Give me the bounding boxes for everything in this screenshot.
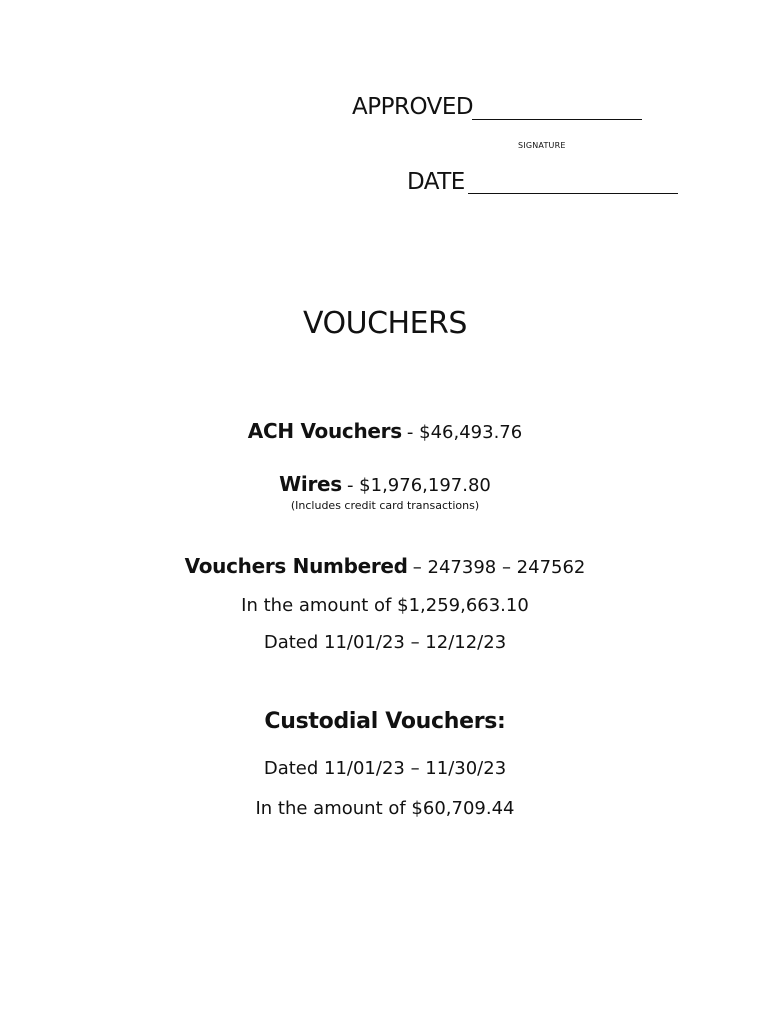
- custodial-dated: Dated 11/01/23 – 11/30/23: [263, 758, 507, 779]
- vouchers-numbered-dated: Dated 11/01/23 – 12/12/23: [263, 632, 507, 653]
- signature-caption: SIGNATURE: [518, 141, 566, 150]
- date-line: [468, 193, 678, 194]
- wires-label: Wires: [279, 472, 342, 496]
- ach-vouchers-line: [0, 419, 770, 443]
- approved-signature-line: [472, 119, 642, 120]
- wires-line: [0, 472, 770, 496]
- ach-vouchers-label: ACH Vouchers: [247, 419, 402, 443]
- wires-amount: - $1,976,197.80: [346, 475, 491, 496]
- custodial-amount: In the amount of $60,709.44: [255, 798, 515, 819]
- vouchers-numbered-line: [0, 554, 770, 578]
- page-title: VOUCHERS: [303, 306, 467, 341]
- ach-vouchers-amount: - $46,493.76: [406, 422, 523, 443]
- approved-label: APPROVED: [352, 94, 474, 120]
- vouchers-numbered-label: Vouchers Numbered: [184, 554, 408, 578]
- date-label: DATE: [407, 169, 465, 195]
- custodial-vouchers-heading: Custodial Vouchers:: [264, 709, 506, 734]
- vouchers-numbered-range: – 247398 – 247562: [412, 557, 586, 578]
- vouchers-numbered-amount: In the amount of $1,259,663.10: [241, 595, 529, 616]
- wires-note: (Includes credit card transactions): [290, 499, 480, 512]
